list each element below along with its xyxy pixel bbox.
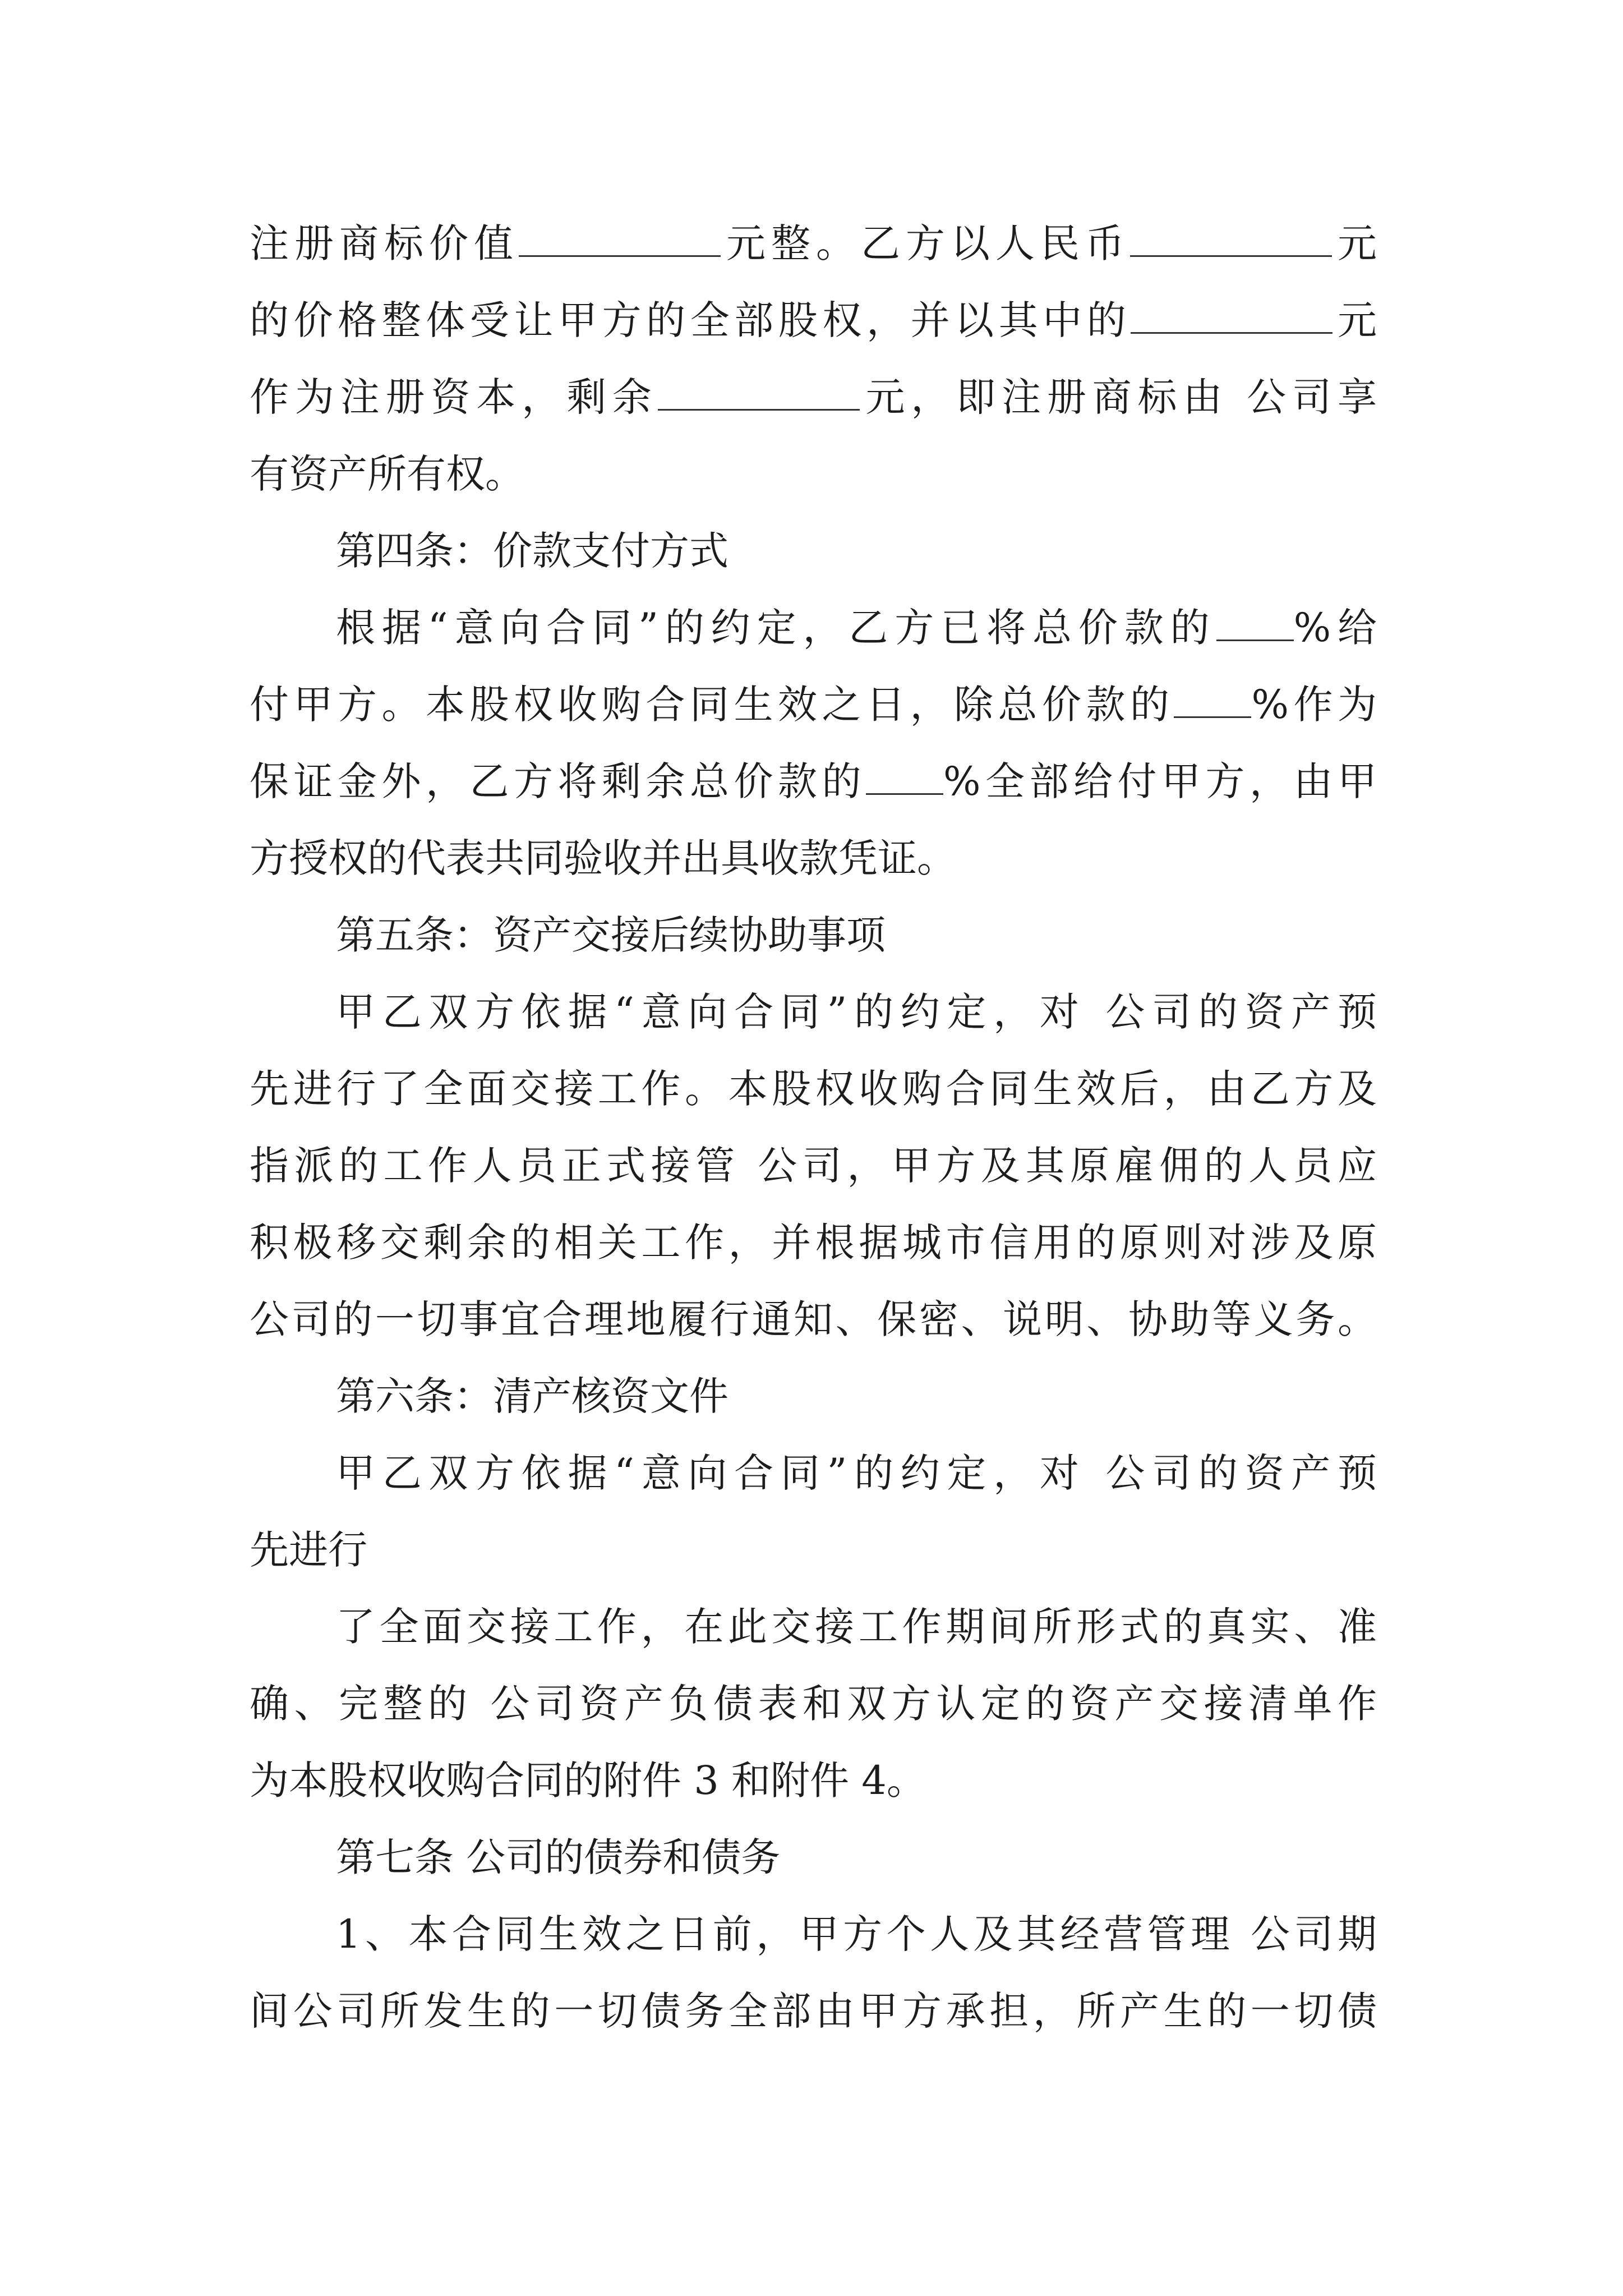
fill-in-blank[interactable] [658, 370, 860, 411]
paragraph-line: 为本股权收购合同的附件 3 和附件 4。 [250, 1757, 926, 1803]
paragraph-line: 公司的一切事宜合理地履行通知、保密、说明、协助等义务。 [250, 1296, 1377, 1342]
line-text: %给 [1293, 605, 1377, 651]
line-text: 作为注册资本，剩余 [250, 374, 658, 420]
line-text: 元，即注册商标由 公司享 [859, 374, 1377, 420]
paragraph-line: 1、本合同生效之日前，甲方个人及其经营管理 公司期 [336, 1911, 1377, 1957]
paragraph-line [250, 666, 1377, 743]
paragraph-line: 确、完整的 公司资产负债表和双方认定的资产交接清单作 [250, 1681, 1377, 1727]
paragraph-line: 甲乙双方依据“意向合同”的约定，对 公司的资产预 [336, 989, 1377, 1035]
line-text: 元整。乙方以人民币 [721, 220, 1130, 266]
article-4-heading: 第四条：价款支付方式 [336, 528, 728, 574]
line-text: 元 [1332, 297, 1377, 343]
fill-in-blank[interactable] [1216, 600, 1294, 641]
article-5-heading: 第五条：资产交接后续协助事项 [336, 912, 886, 958]
paragraph-line [250, 743, 1377, 820]
fill-in-blank[interactable] [1174, 677, 1251, 718]
line-text: 注册商标价值 [250, 220, 519, 266]
paragraph-line: 积极移交剩余的相关工作，并根据城市信用的原则对涉及原 [250, 1220, 1377, 1266]
line-text: 付甲方。本股权收购合同生效之日，除总价款的 [250, 682, 1174, 728]
paragraph-line: 间公司所发生的一切债务全部由甲方承担，所产生的一切债 [250, 1988, 1377, 2034]
line-text: 元 [1332, 220, 1377, 266]
line-text: 保证金外，乙方将剩余总价款的 [250, 758, 866, 804]
paragraph-line: 了全面交接工作，在此交接工作期间所形式的真实、准 [336, 1604, 1377, 1650]
paragraph-line [250, 282, 1377, 358]
line-text: %作为 [1251, 682, 1377, 728]
fill-in-blank[interactable] [519, 216, 721, 257]
line-text: %全部给付甲方，由甲 [943, 758, 1377, 804]
paragraph-line: 方授权的代表共同验收并出具收款凭证。 [250, 835, 956, 881]
paragraph-line [250, 205, 1377, 282]
fill-in-blank[interactable] [1130, 216, 1332, 257]
paragraph-line: 指派的工作人员正式接管 公司，甲方及其原雇佣的人员应 [250, 1143, 1377, 1189]
fill-in-blank[interactable] [866, 754, 943, 795]
paragraph-line: 先进行了全面交接工作。本股权收购合同生效后，由乙方及 [250, 1066, 1377, 1112]
fill-in-blank[interactable] [1131, 293, 1332, 334]
paragraph-line: 有资产所有权。 [250, 451, 524, 497]
line-text: 的价格整体受让甲方的全部股权，并以其中的 [250, 297, 1131, 343]
paragraph-line [250, 359, 1377, 435]
article-6-heading: 第六条：清产核资文件 [336, 1373, 728, 1419]
paragraph-line: 甲乙双方依据“意向合同”的约定，对 公司的资产预 [336, 1450, 1377, 1496]
article-7-heading: 第七条 公司的债券和债务 [336, 1834, 781, 1880]
line-text: 根据“意向合同”的约定，乙方已将总价款的 [336, 605, 1216, 651]
paragraph-line: 先进行 [250, 1527, 367, 1573]
paragraph-line [336, 590, 1377, 666]
